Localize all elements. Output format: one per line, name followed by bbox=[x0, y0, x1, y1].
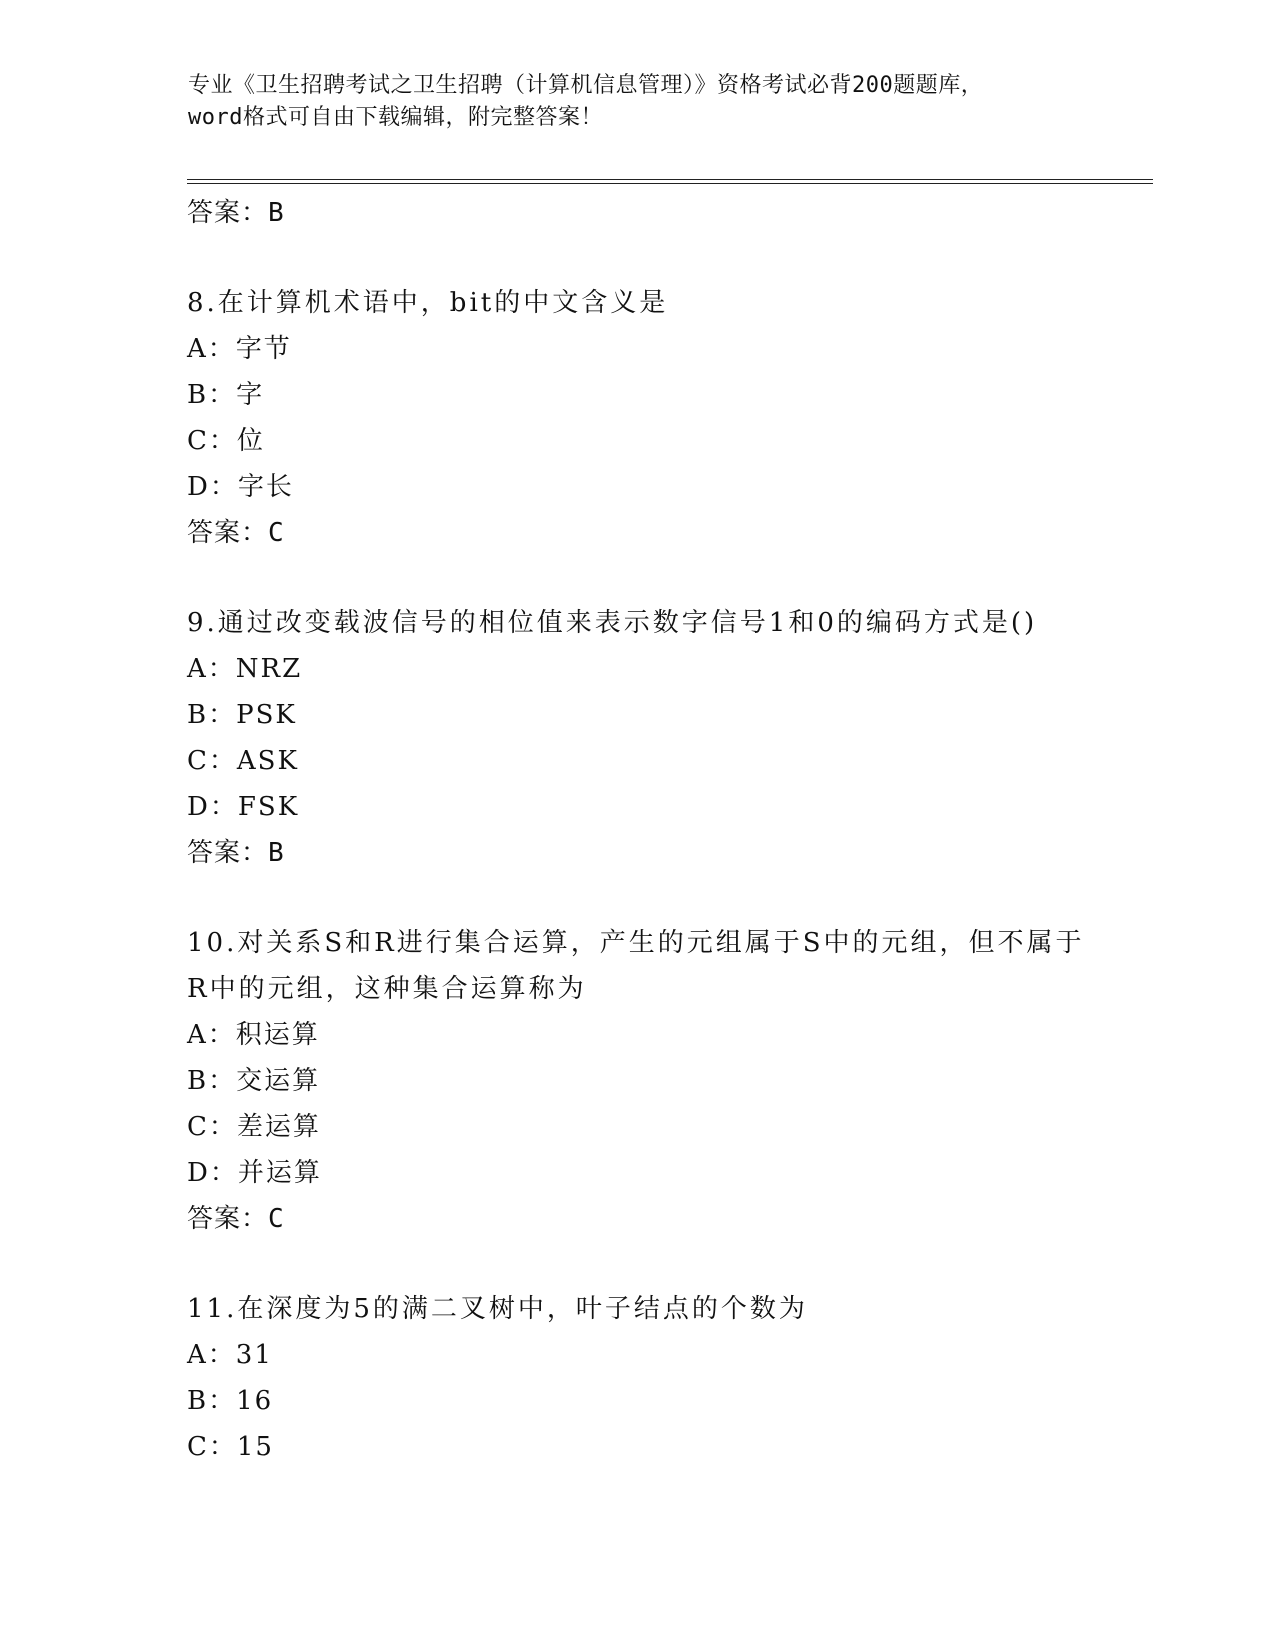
header-line-2: word格式可自由下载编辑，附完整答案！ bbox=[188, 105, 603, 130]
option-c: C：差运算 bbox=[187, 1112, 321, 1142]
question-11 bbox=[187, 1286, 1107, 1470]
option-a: A：积运算 bbox=[187, 1020, 320, 1050]
question-9 bbox=[187, 600, 1107, 876]
option-d: D：并运算 bbox=[187, 1158, 322, 1188]
previous-answer: 答案：B bbox=[187, 198, 285, 228]
header-line-1: 专业《卫生招聘考试之卫生招聘（计算机信息管理）》资格考试必背200题题库， bbox=[188, 73, 984, 98]
option-b: B：16 bbox=[187, 1386, 274, 1416]
option-a: A：NRZ bbox=[187, 654, 303, 684]
option-a: A：字节 bbox=[187, 334, 292, 364]
option-b: B：交运算 bbox=[187, 1066, 321, 1096]
question-8 bbox=[187, 280, 1107, 556]
question-answer: 答案：C bbox=[187, 518, 285, 548]
question-title: 8.在计算机术语中，bit的中文含义是 bbox=[187, 288, 669, 318]
question-list bbox=[187, 190, 1107, 1470]
question-10 bbox=[187, 920, 1107, 1242]
question-answer: 答案：B bbox=[187, 838, 285, 868]
option-c: C：15 bbox=[187, 1432, 274, 1462]
option-d: D：FSK bbox=[187, 792, 300, 822]
option-a: A：31 bbox=[187, 1340, 273, 1370]
option-c: C：位 bbox=[187, 426, 265, 456]
question-answer: 答案：C bbox=[187, 1204, 285, 1234]
option-b: B：PSK bbox=[187, 700, 297, 730]
option-c: C：ASK bbox=[187, 746, 299, 776]
option-b: B：字 bbox=[187, 380, 265, 410]
header-divider-top bbox=[187, 179, 1153, 180]
question-title: 9.通过改变载波信号的相位值来表示数字信号1和0的编码方式是() bbox=[187, 608, 1038, 638]
option-d: D：字长 bbox=[187, 472, 294, 502]
question-title: 11.在深度为5的满二叉树中，叶子结点的个数为 bbox=[187, 1294, 808, 1324]
question-title: 10.对关系S和R进行集合运算，产生的元组属于S中的元组，但不属于R中的元组，这种集合运算称为 bbox=[187, 928, 1085, 1004]
document-header bbox=[188, 70, 1088, 134]
header-divider-bottom bbox=[187, 183, 1153, 184]
